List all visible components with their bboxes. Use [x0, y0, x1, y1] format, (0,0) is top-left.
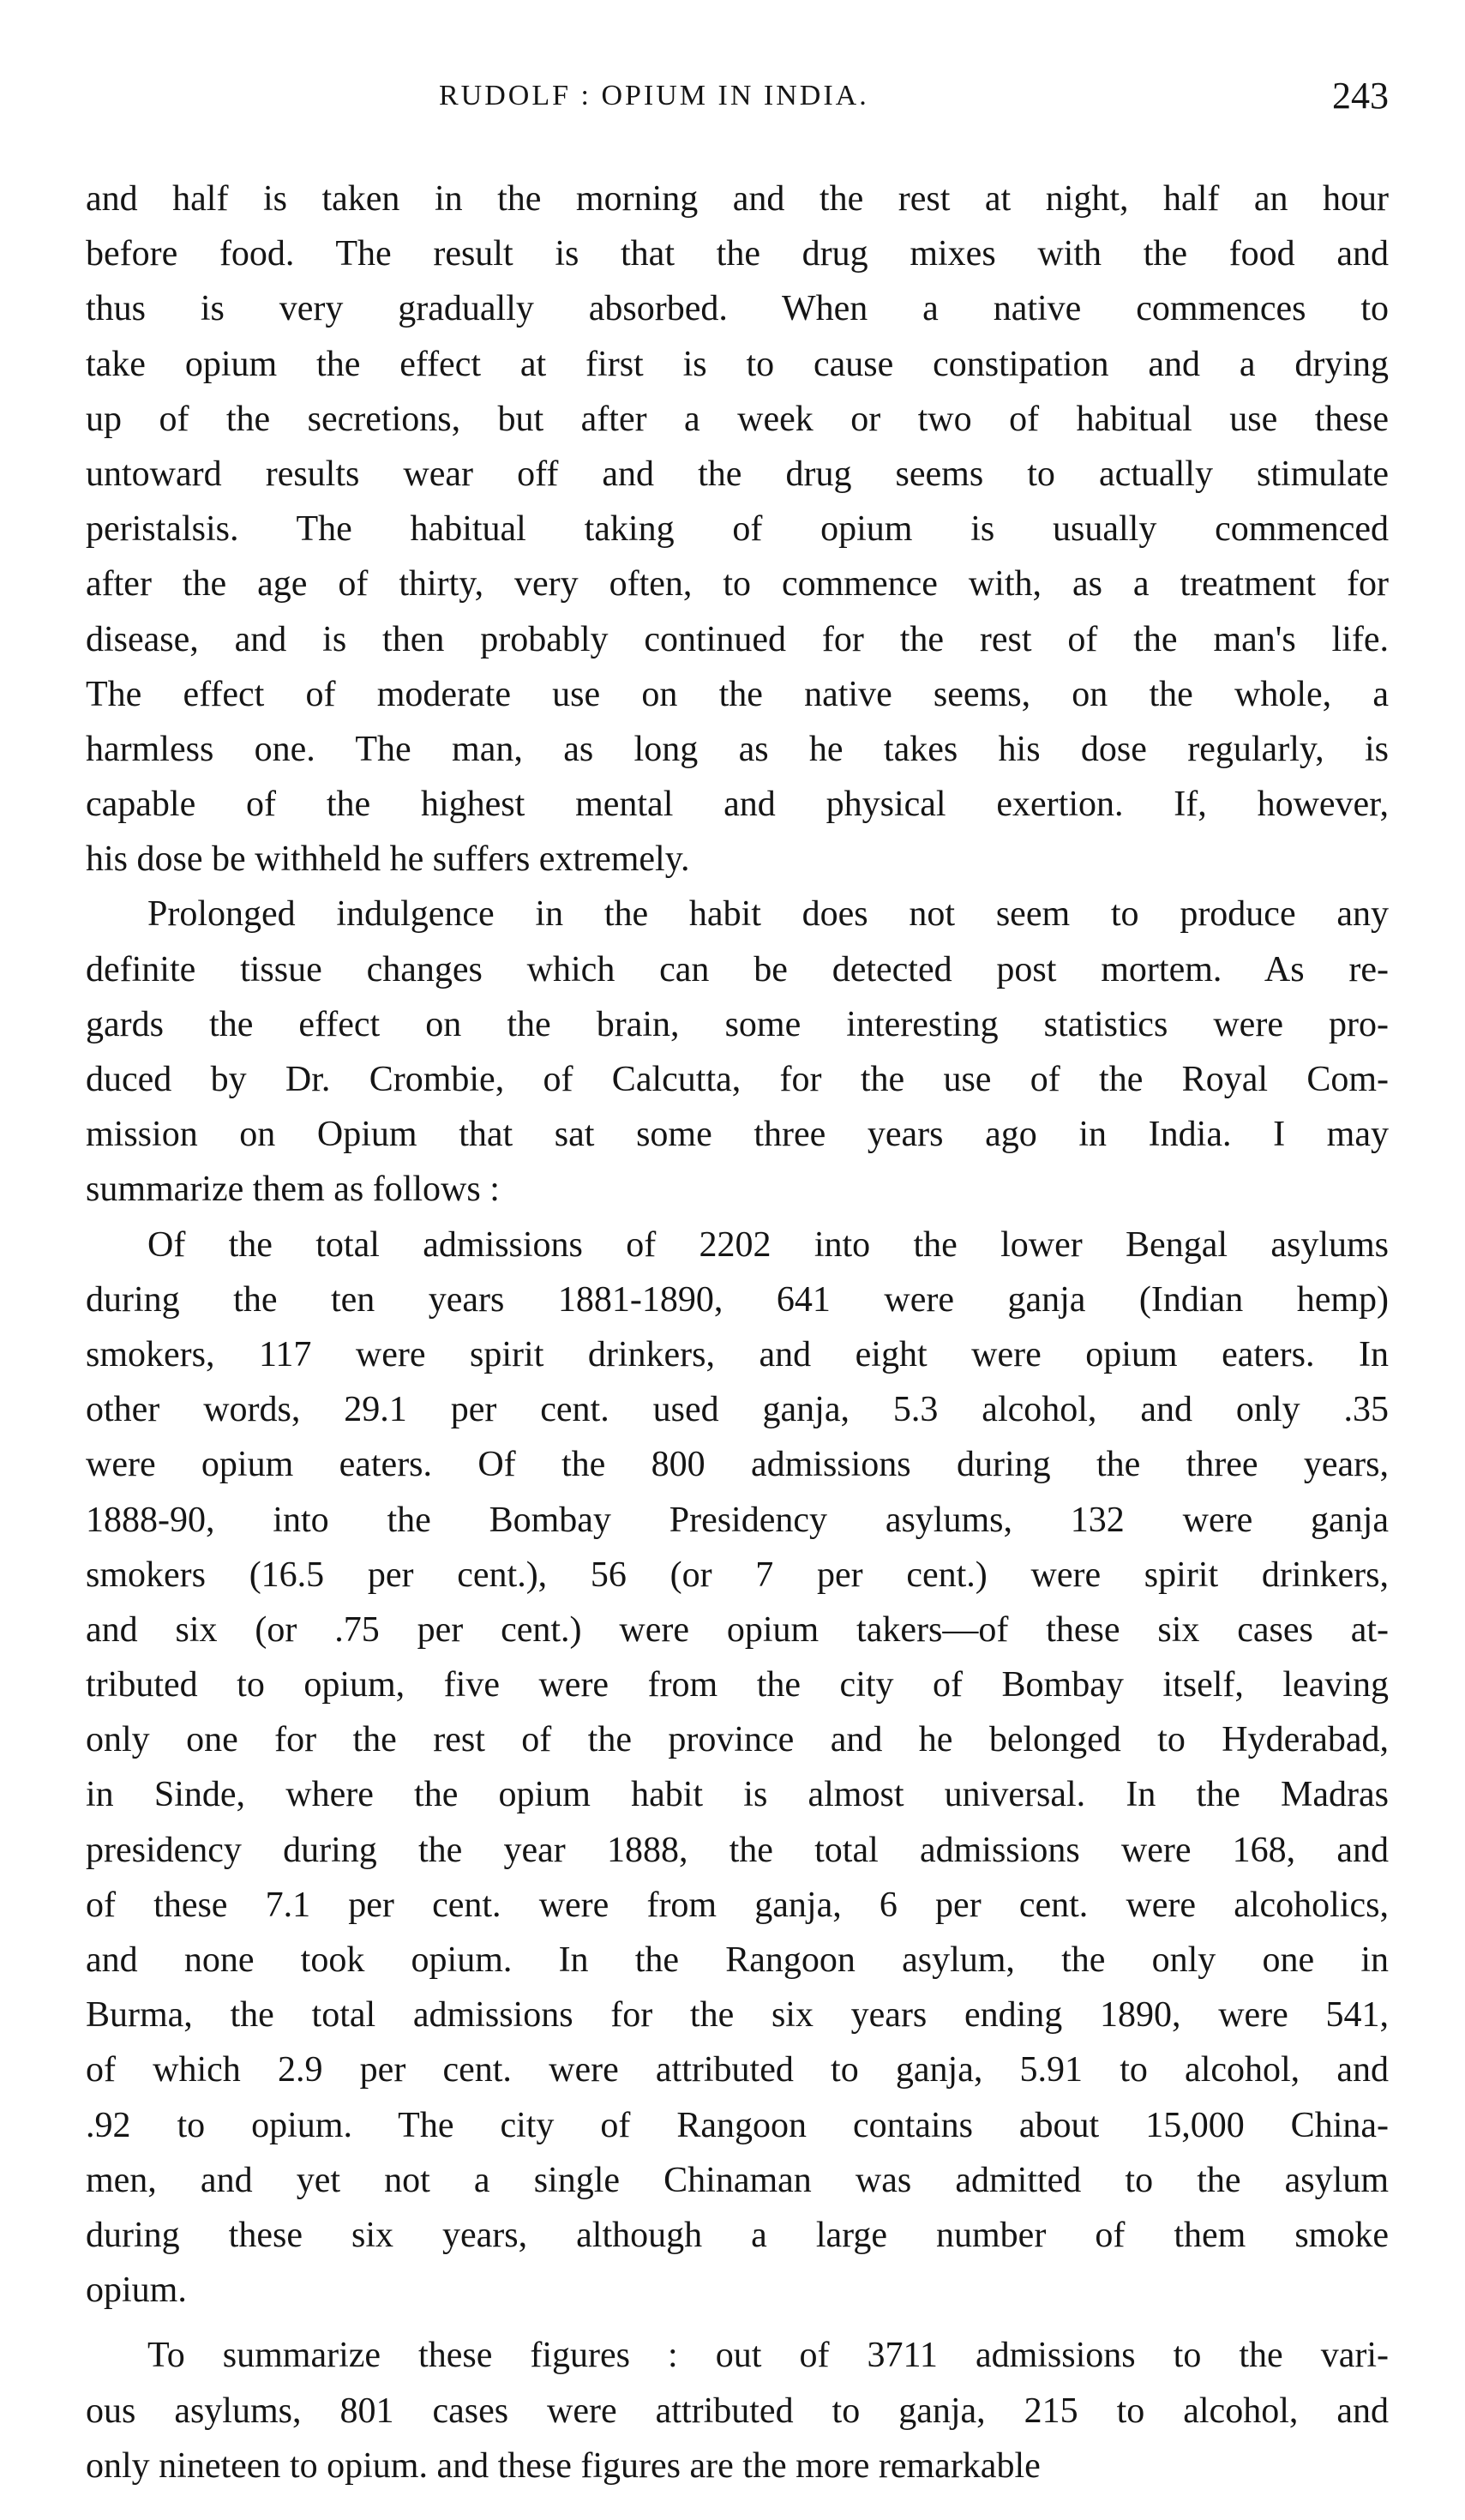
text-line: up of the secretions, but after a week or two of habitual use these	[86, 399, 1389, 439]
text-line: disease, and is then probably continued for the rest of the man's life.	[86, 619, 1389, 659]
text-line: peristalsis. The habitual taking of opium is usually commenced	[86, 509, 1389, 550]
text-line: only nineteen to opium. and these figures are the more remarkable	[86, 2445, 1041, 2486]
text-line: ous asylums, 801 cases were attributed to ganja, 215 to alcohol, and	[86, 2391, 1389, 2431]
text-line: during these six years, although a large number of them smoke	[86, 2215, 1389, 2255]
text-line: and six (or .75 per cent.) were opium takers—of these six cases at-	[86, 1609, 1389, 1650]
text-line: 1888-90, into the Bombay Presidency asylums, 132 were ganja	[86, 1500, 1389, 1540]
page-number: 243	[1332, 75, 1389, 117]
text-line: before food. The result is that the drug mixes with the food and	[86, 234, 1389, 274]
text-line: harmless one. The man, as long as he takes his dose regularly, is	[86, 729, 1389, 769]
text-line: untoward results wear off and the drug seems to actually stimulate	[86, 454, 1389, 494]
text-line: and none took opium. In the Rangoon asylum, the only one in	[86, 1940, 1389, 1980]
text-line: of these 7.1 per cent. were from ganja, 6 per cent. were alcoholics,	[86, 1885, 1389, 1925]
text-line: capable of the highest mental and physical exertion. If, however,	[86, 785, 1389, 825]
running-title: RUDOLF : OPIUM IN INDIA.	[439, 80, 869, 111]
running-head	[86, 70, 1389, 122]
text-line: Prolonged indulgence in the habit does not seem to produce any	[147, 894, 1389, 935]
text-line: his dose be withheld he suffers extremely.	[86, 839, 690, 880]
text-line: mission on Opium that sat some three years ago in India. I may	[86, 1115, 1389, 1155]
text-line: .92 to opium. The city of Rangoon contains about 15,000 China-	[86, 2105, 1389, 2145]
text-line: and half is taken in the morning and the rest at night, half an hour	[86, 179, 1389, 219]
paragraph	[86, 887, 1389, 1217]
paragraph	[86, 2328, 1389, 2493]
text-line: tributed to opium, five were from the city of Bombay itself, leaving	[86, 1665, 1389, 1705]
text-line: The effect of moderate use on the native seems, on the whole, a	[86, 674, 1389, 714]
text-line: thus is very gradually absorbed. When a native commences to	[86, 289, 1389, 329]
text-line: of which 2.9 per cent. were attributed to ganja, 5.91 to alcohol, and	[86, 2050, 1389, 2090]
body-text	[86, 171, 1389, 2493]
text-line: after the age of thirty, very often, to commence with, as a treatment for	[86, 564, 1389, 604]
text-line: duced by Dr. Crombie, of Calcutta, for the use of the Royal Com-	[86, 1060, 1389, 1099]
text-line: during the ten years 1881-1890, 641 were ganja (Indian hemp)	[86, 1279, 1389, 1320]
text-line: were opium eaters. Of the 800 admissions during the three years,	[86, 1445, 1389, 1485]
text-line: To summarize these figures : out of 3711 admissions to the vari-	[147, 2336, 1389, 2376]
text-line: take opium the effect at first is to cause constipation and a drying	[86, 344, 1389, 384]
text-line: smokers (16.5 per cent.), 56 (or 7 per cent.) were spirit drinkers,	[86, 1555, 1389, 1595]
text-line: presidency during the year 1888, the total admissions were 168, and	[86, 1830, 1389, 1870]
text-line: Of the total admissions of 2202 into the lower Bengal asylums	[147, 1224, 1389, 1265]
text-line: only one for the rest of the province and he belonged to Hyderabad,	[86, 1720, 1389, 1760]
paragraph	[86, 1218, 1389, 2319]
text-line: in Sinde, where the opium habit is almost universal. In the Madras	[86, 1775, 1389, 1815]
text-line: other words, 29.1 per cent. used ganja, 5.3 alcohol, and only .35	[86, 1390, 1389, 1430]
text-line: Burma, the total admissions for the six years ending 1890, were 541,	[86, 1995, 1389, 2036]
text-line: summarize them as follows :	[86, 1170, 500, 1210]
paragraph	[86, 171, 1389, 887]
text-line: smokers, 117 were spirit drinkers, and eight were opium eaters. In	[86, 1334, 1389, 1374]
text-line: gards the effect on the brain, some interesting statistics were pro-	[86, 1004, 1389, 1044]
text-line: men, and yet not a single Chinaman was admitted to the asylum	[86, 2160, 1389, 2200]
text-line: definite tissue changes which can be detected post mortem. As re-	[86, 949, 1389, 989]
text-line: opium.	[86, 2270, 187, 2311]
paragraph-gap	[86, 2318, 1389, 2328]
